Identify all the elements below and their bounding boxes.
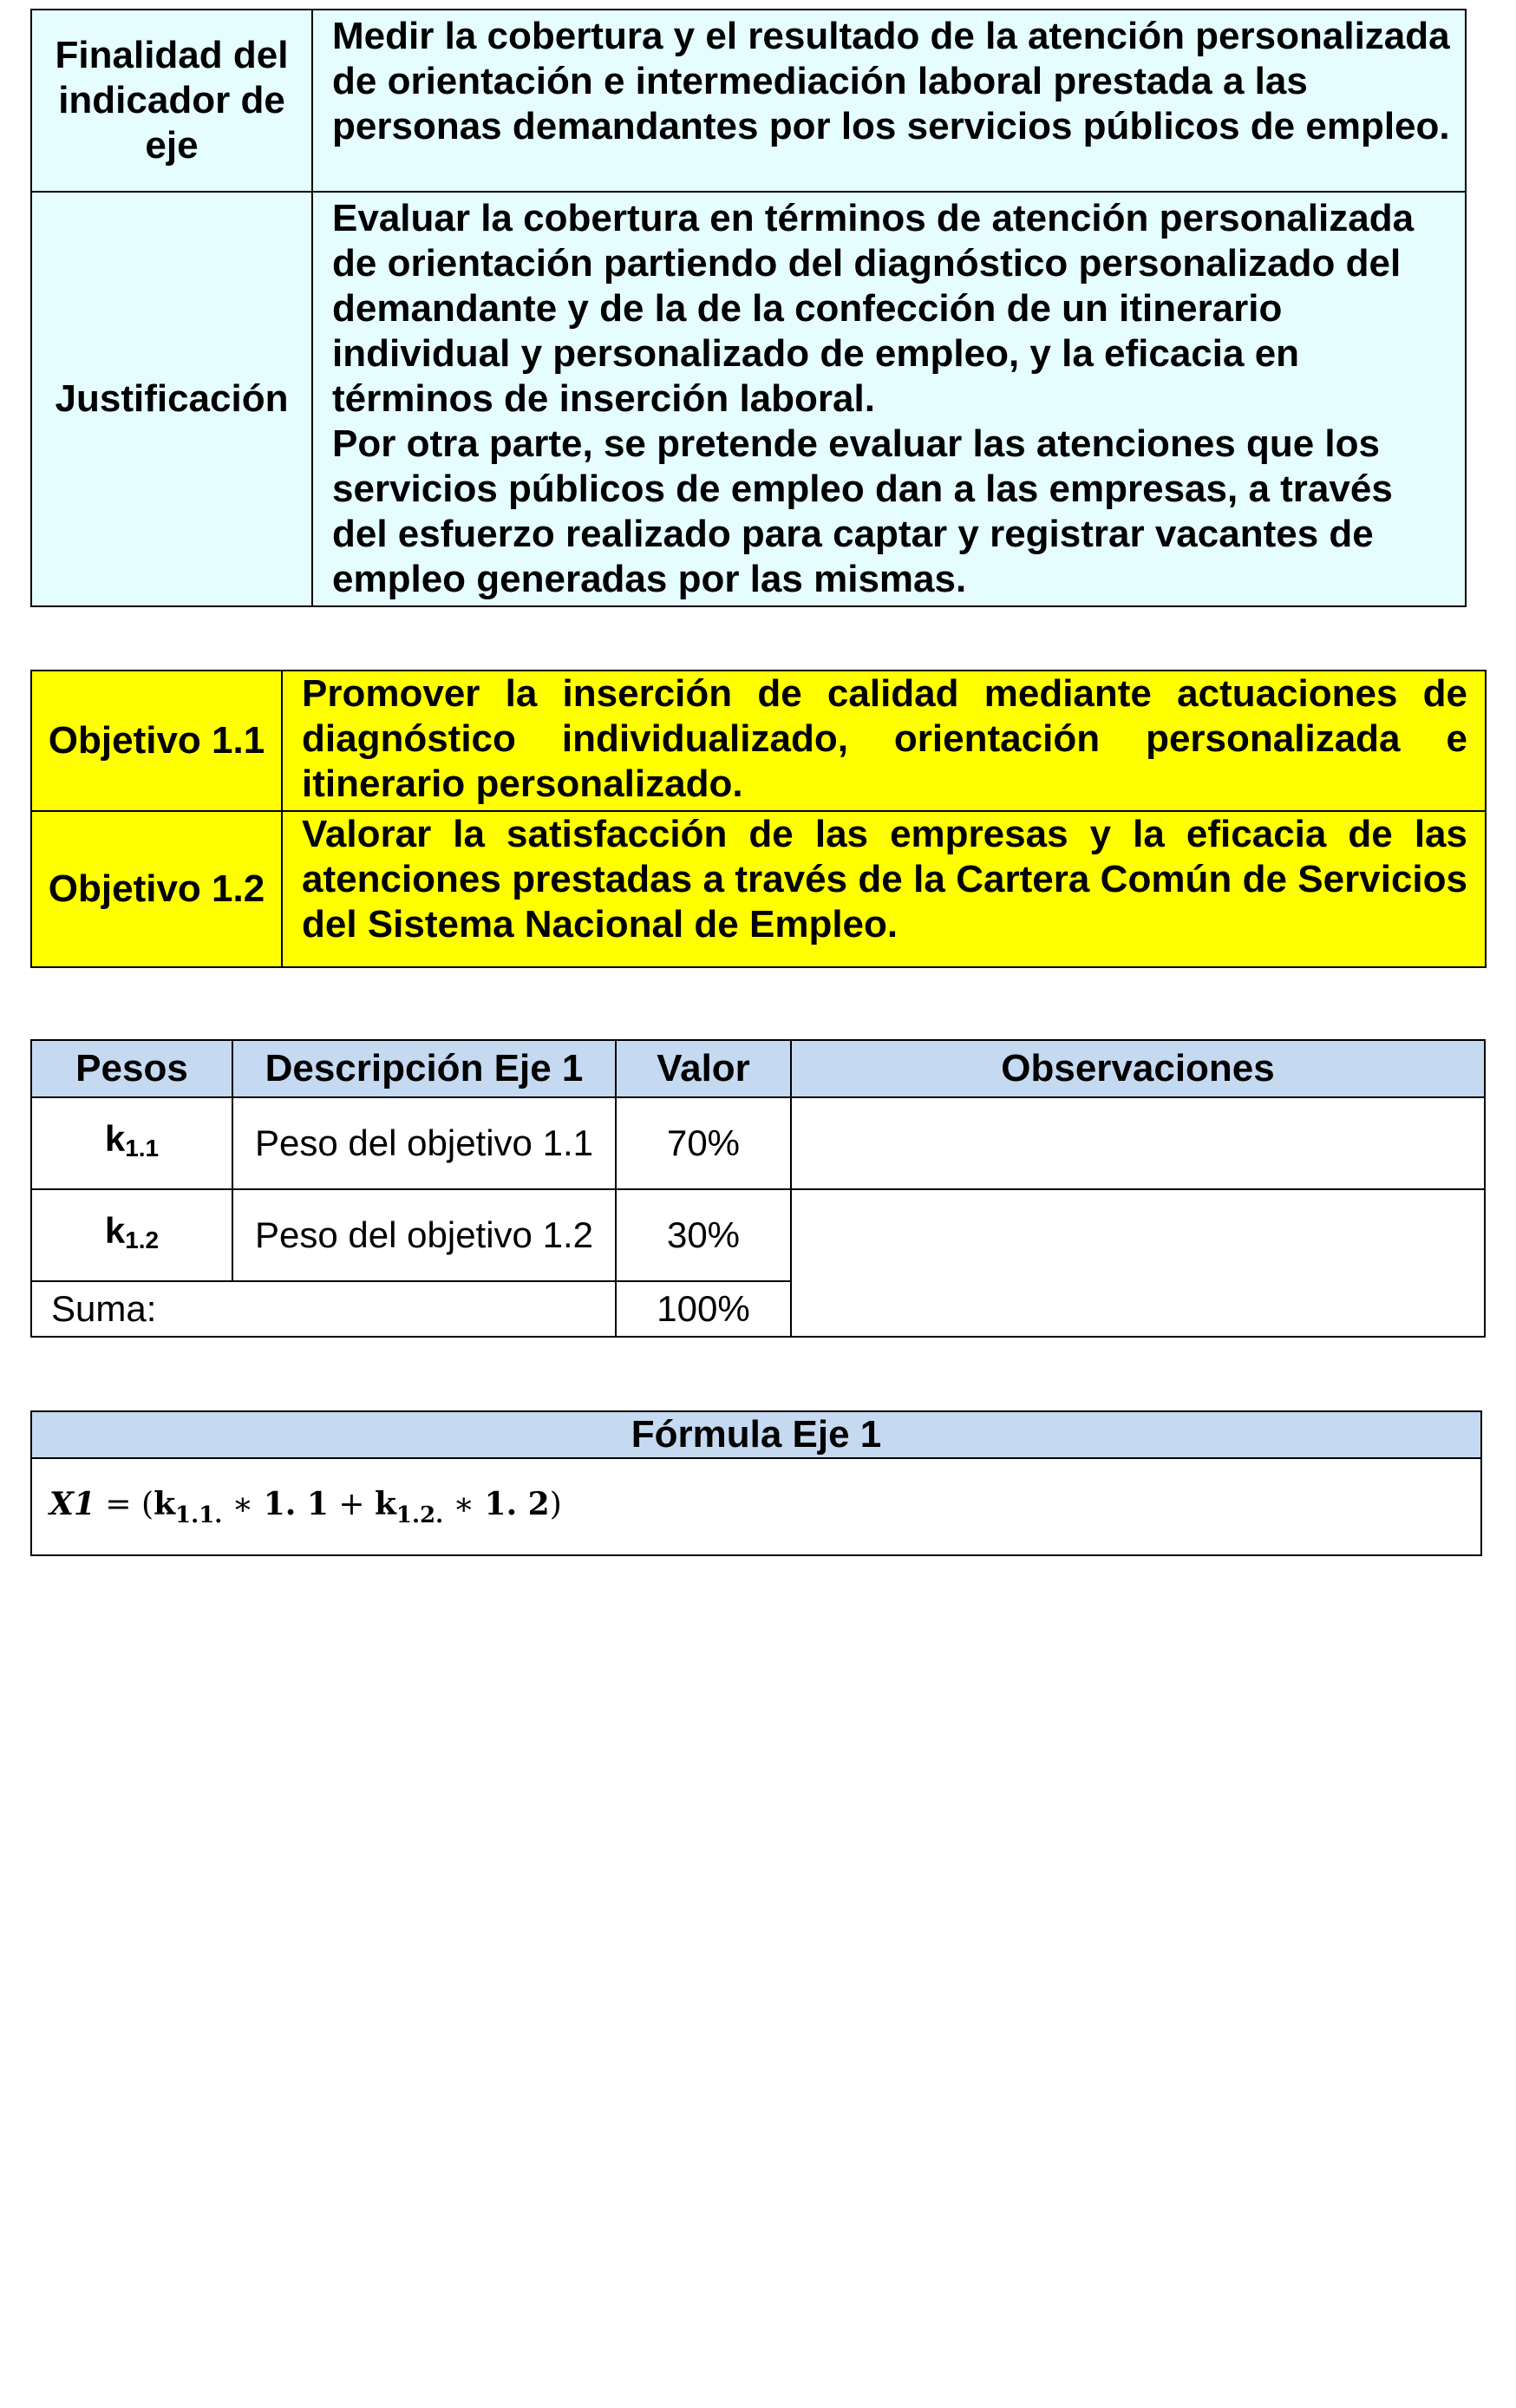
justificacion-paragraph-1: Evaluar la cobertura en términos de atención personalizada de orientación partiendo del diagnóstico personalizado del demandante y de la de la confección de un itinerario individual y personalizado de empleo, y la eficacia en términos de inserción laboral. <box>332 197 1415 420</box>
formula-v2: 1. 2 <box>484 1485 550 1522</box>
formula-k2: k <box>374 1485 396 1522</box>
suma-label: Suma: <box>31 1281 616 1337</box>
formula-plus: + <box>328 1486 375 1522</box>
pesos-header-row <box>31 1040 1485 1097</box>
peso-descripcion: Peso del objetivo 1.2 <box>232 1189 616 1281</box>
finalidad-label: Finalidad del indicador de eje <box>31 10 312 192</box>
objetivos-table <box>30 670 1487 968</box>
suma-valor: 100% <box>616 1281 791 1337</box>
finalidad-text: Medir la cobertura y el resultado de la atención personalizada de orientación e intermediación laboral prestada a las personas demandantes por los servicios públicos de empleo. <box>312 10 1466 192</box>
objetivo-text: Valorar la satisfacción de las empresas y la eficacia de las atenciones prestadas a través de la Cartera Común de Servicios del Sistema Nacional de Empleo. <box>282 811 1486 967</box>
formula-mult-2: ∗ <box>443 1486 485 1522</box>
pesos-table <box>30 1039 1486 1338</box>
formula-v1: 1. 1 <box>263 1485 329 1522</box>
header-pesos: Pesos <box>31 1040 232 1097</box>
finalidad-row <box>31 10 1466 192</box>
objetivo-label: Objetivo 1.1 <box>31 671 282 811</box>
observaciones-cell <box>791 1097 1485 1189</box>
objetivo-row <box>31 671 1486 811</box>
header-valor: Valor <box>616 1040 791 1097</box>
justificacion-paragraph-2: Por otra parte, se pretende evaluar las atenciones que los servicios públicos de empleo dan a las empresas, a través del esfuerzo realizado para captar y registrar vacantes de empleo generadas por las mismas. <box>332 422 1393 600</box>
formula-mult-1: ∗ <box>222 1486 264 1522</box>
peso-k-subscript: 1.2 <box>125 1226 160 1253</box>
formula-header-row <box>31 1411 1481 1458</box>
formula-k1: k <box>154 1485 176 1522</box>
objetivo-text: Promover la inserción de calidad mediante actuaciones de diagnóstico individualizado, orientación personalizada e itinerario personalizado. <box>282 671 1486 811</box>
formula-row <box>31 1458 1481 1555</box>
indicator-table <box>30 9 1467 607</box>
formula-title: Fórmula Eje 1 <box>31 1411 1481 1458</box>
formula-expression <box>31 1458 1481 1555</box>
table-row <box>31 1097 1485 1189</box>
table-row <box>31 1189 1485 1281</box>
formula-table <box>30 1410 1482 1556</box>
peso-descripcion: Peso del objetivo 1.1 <box>232 1097 616 1189</box>
header-observaciones: Observaciones <box>791 1040 1485 1097</box>
justificacion-row <box>31 192 1466 606</box>
objetivo-row <box>31 811 1486 967</box>
formula-k1-subscript: 1.1. <box>175 1502 223 1528</box>
peso-valor: 70% <box>616 1097 791 1189</box>
peso-k: k <box>104 1209 126 1251</box>
peso-k-subscript: 1.1 <box>125 1134 160 1161</box>
peso-symbol <box>31 1189 232 1281</box>
peso-valor: 30% <box>616 1189 791 1281</box>
justificacion-label: Justificación <box>31 192 312 606</box>
objetivo-label: Objetivo 1.2 <box>31 811 282 967</box>
peso-k: k <box>104 1117 126 1159</box>
formula-equals: = ( <box>95 1486 154 1522</box>
formula-k2-subscript: 1.2. <box>395 1502 444 1528</box>
formula-lhs: X1 <box>49 1485 95 1522</box>
observaciones-cell <box>791 1189 1485 1337</box>
peso-symbol <box>31 1097 232 1189</box>
justificacion-cell <box>312 192 1466 606</box>
formula-close: ) <box>549 1486 562 1522</box>
header-descripcion: Descripción Eje 1 <box>232 1040 616 1097</box>
